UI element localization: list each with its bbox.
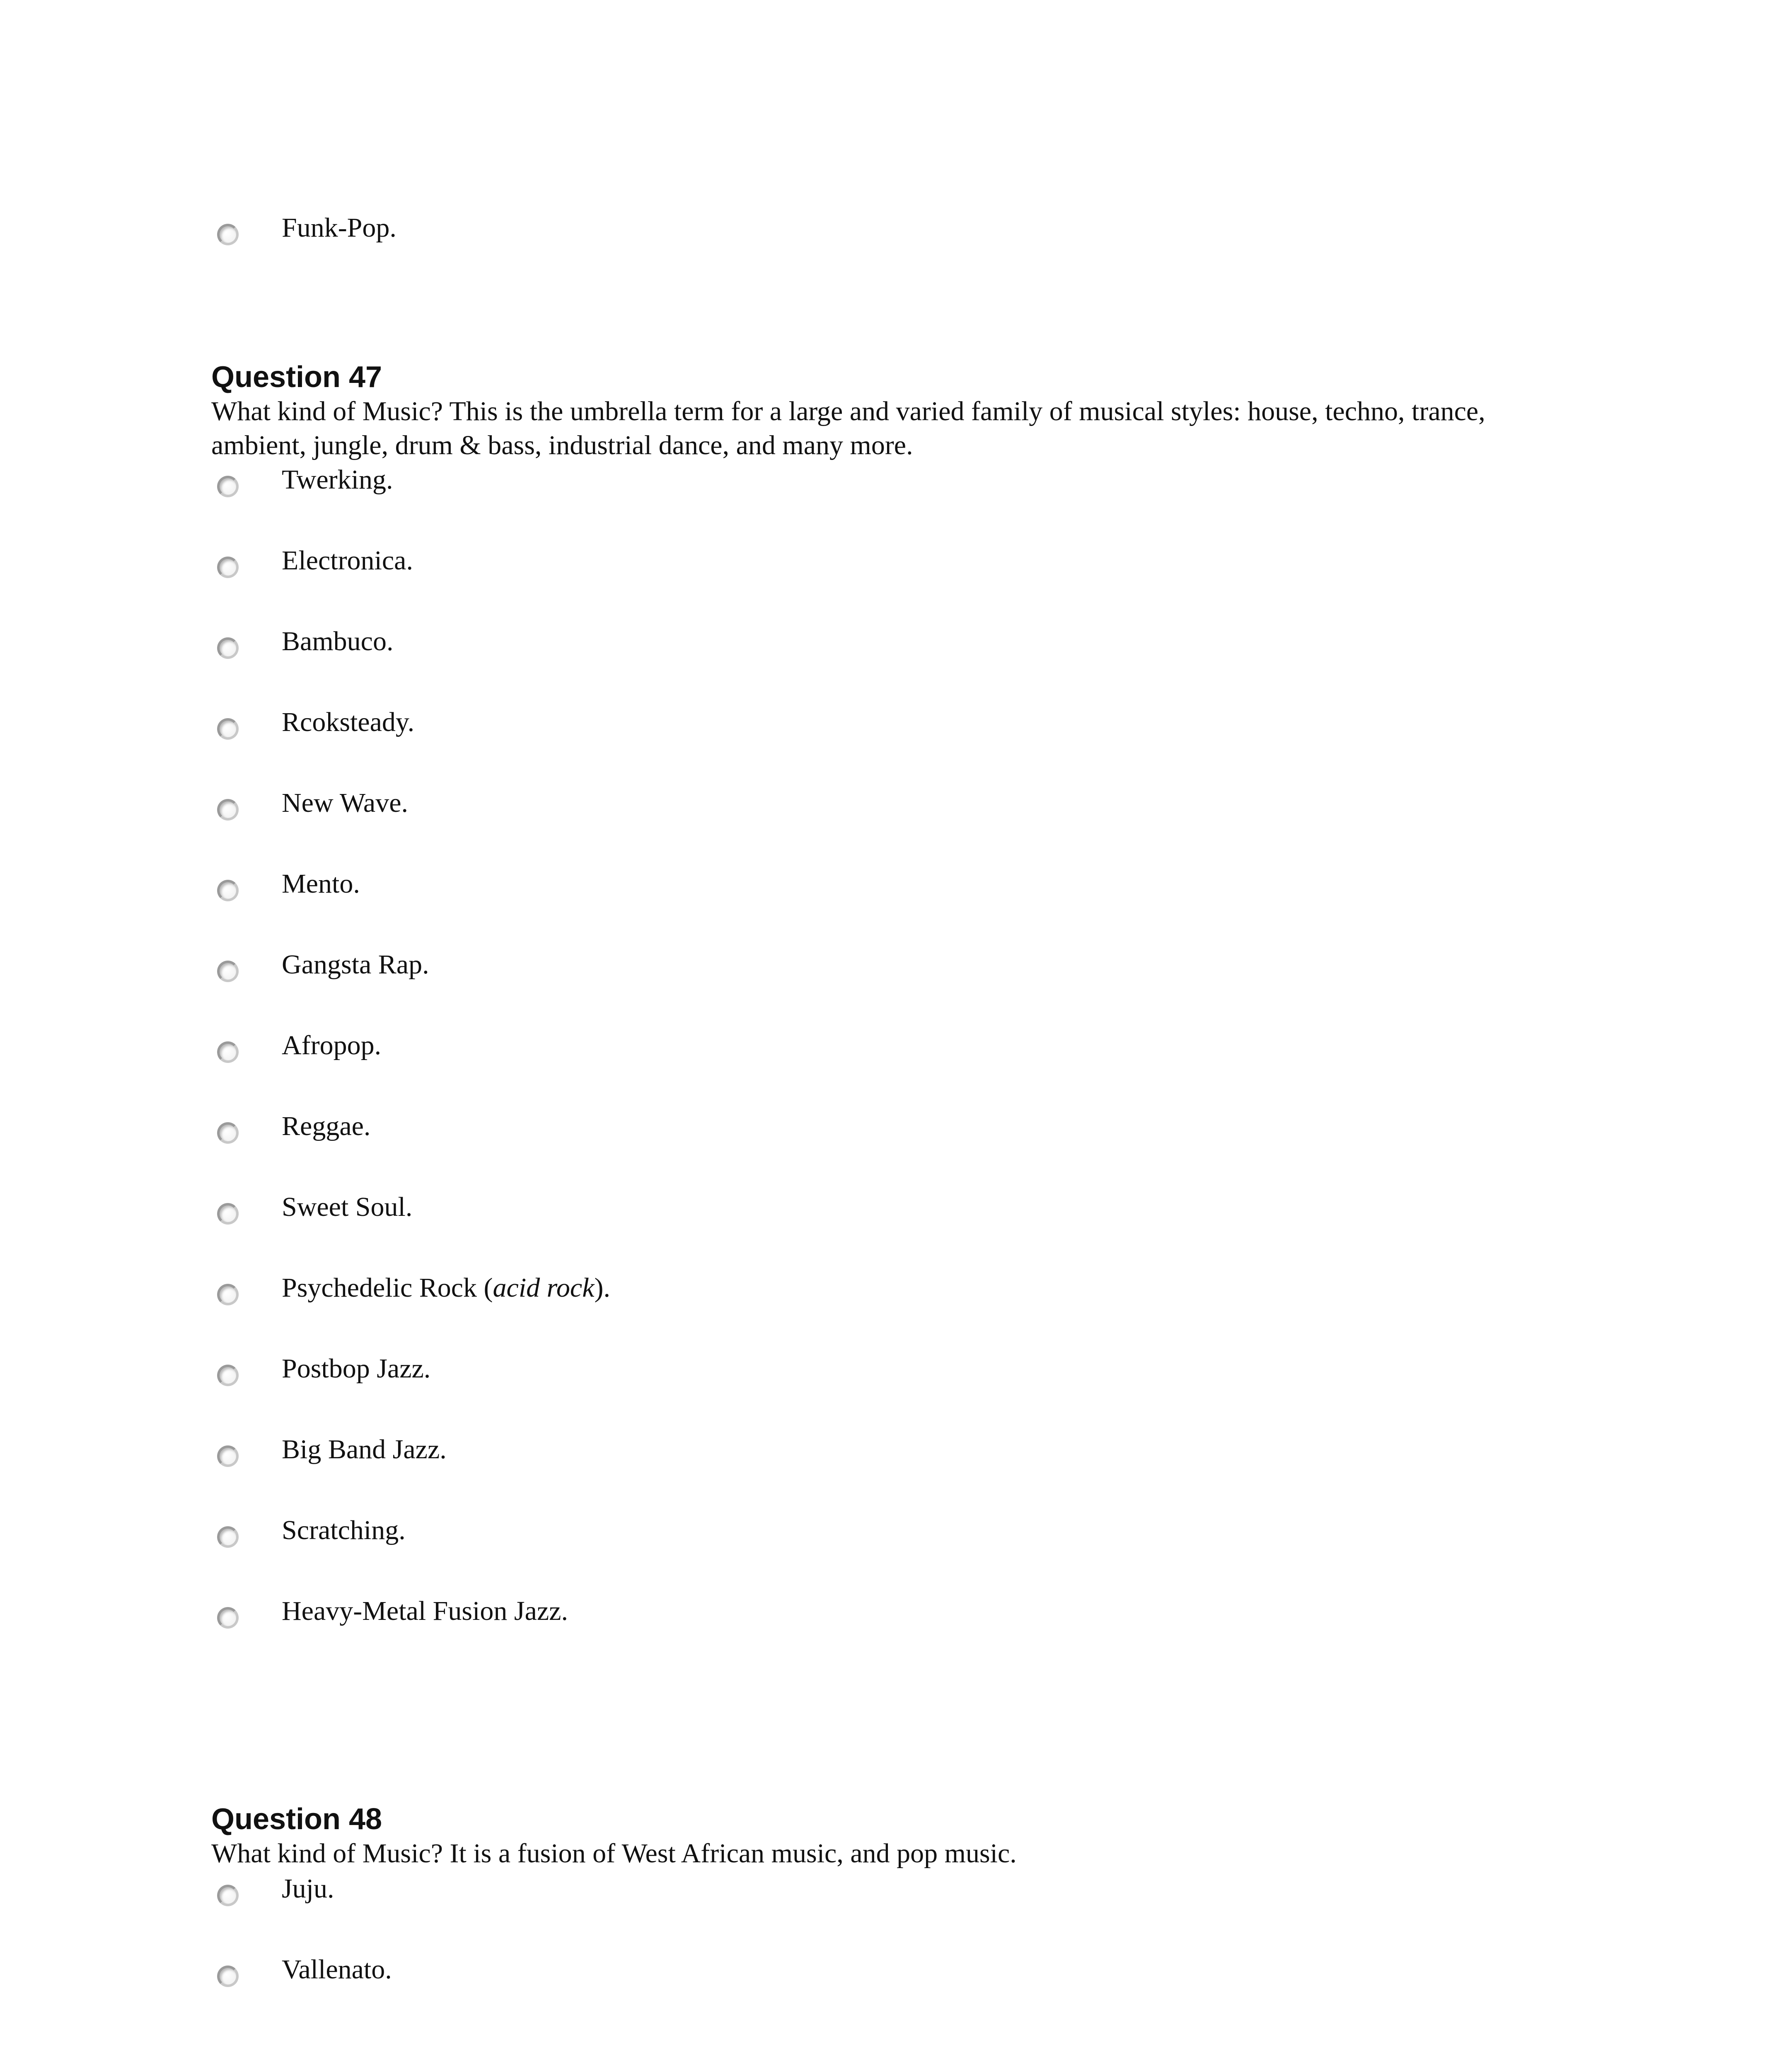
answer-label: Heavy-Metal Fusion Jazz. (282, 1596, 568, 1626)
italic-term: acid rock (493, 1273, 595, 1303)
radio-button[interactable] (217, 1203, 239, 1225)
radio-button[interactable] (217, 1365, 239, 1386)
answer-label: Mento. (282, 869, 360, 899)
answer-option[interactable] (0, 1191, 1789, 1240)
radio-button[interactable] (217, 557, 239, 578)
answer-option[interactable] (0, 1271, 1789, 1321)
answer-label: Psychedelic Rock (acid rock). (282, 1273, 610, 1303)
answer-option[interactable] (0, 1514, 1789, 1564)
question-48-text: What kind of Music? It is a fusion of West African music, and pop music. (211, 1838, 1017, 1869)
answer-label: Juju. (282, 1874, 334, 1904)
radio-button[interactable] (217, 1041, 239, 1063)
answer-label: Twerking. (282, 465, 393, 495)
radio-button[interactable] (217, 718, 239, 740)
answer-option[interactable] (0, 867, 1789, 917)
radio-button[interactable] (217, 1122, 239, 1144)
answer-option[interactable] (0, 1029, 1789, 1079)
answer-option[interactable] (0, 1953, 1789, 2003)
answer-label: Postbop Jazz. (282, 1353, 431, 1384)
answer-label: Vallenato. (282, 1954, 392, 1985)
radio-button[interactable] (217, 1965, 239, 1987)
radio-button[interactable] (217, 224, 239, 245)
radio-button[interactable] (217, 637, 239, 659)
question-47-title: Question 47 (211, 361, 382, 394)
answer-label: Rcoksteady. (282, 707, 415, 737)
answer-option[interactable] (0, 211, 1789, 261)
answer-option[interactable] (0, 625, 1789, 675)
answer-label: Afropop. (282, 1030, 382, 1060)
answer-label: Gangsta Rap. (282, 949, 429, 980)
radio-button[interactable] (217, 1284, 239, 1305)
question-48-title: Question 48 (211, 1803, 382, 1836)
radio-button[interactable] (217, 880, 239, 901)
answer-label: Sweet Soul. (282, 1192, 413, 1222)
radio-button[interactable] (217, 961, 239, 982)
answer-option[interactable] (0, 463, 1789, 513)
answer-option[interactable] (0, 1595, 1789, 1644)
answer-option[interactable] (0, 544, 1789, 594)
answer-label: New Wave. (282, 788, 409, 818)
answer-label: Scratching. (282, 1515, 406, 1545)
answer-option[interactable] (0, 1110, 1789, 1159)
answer-option[interactable] (0, 787, 1789, 836)
radio-button[interactable] (217, 476, 239, 497)
answer-option[interactable] (0, 1433, 1789, 1483)
radio-button[interactable] (217, 1445, 239, 1467)
radio-button[interactable] (217, 1885, 239, 1906)
question-47-text: What kind of Music? This is the umbrella term for a large and varied family of musical styles: house, techno, trance, ambient, jungle, drum & bass, industrial dance, and many more. (211, 396, 1485, 460)
radio-button[interactable] (217, 1526, 239, 1548)
answer-label: Electronica. (282, 545, 413, 576)
answer-label: Funk-Pop. (282, 213, 396, 243)
answer-option[interactable] (0, 706, 1789, 755)
answer-label: Reggae. (282, 1111, 371, 1141)
answer-option[interactable] (0, 1352, 1789, 1402)
answer-option[interactable] (0, 948, 1789, 998)
radio-button[interactable] (217, 1607, 239, 1629)
radio-button[interactable] (217, 799, 239, 821)
answer-label: Bambuco. (282, 626, 394, 656)
answer-option[interactable] (0, 1872, 1789, 1922)
answer-label: Big Band Jazz. (282, 1434, 447, 1464)
